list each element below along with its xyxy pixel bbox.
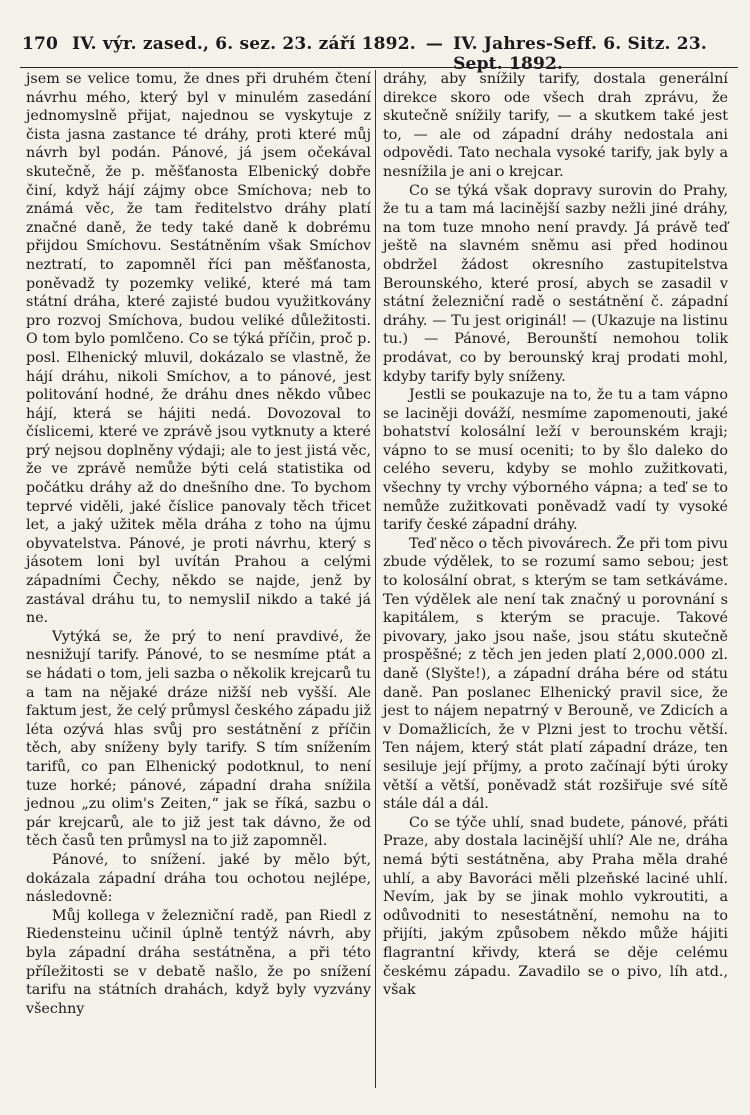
paragraph: Co se týká však dopravy surovin do Prahy, že tu a tam má lacinější sazby nežli jiné dráhy, na tom tuze mnoho není pravdy. Já právě teď ještě na slavném sněmu asi před hodinou obdržel žádost okresního zastupitelstva Berounského, které prosí, abych se zasadil v státní železniční radě o sestátnění č. západní dráhy. — Tu jest originál! — (Ukazuje na listinu tu.) — Pánové, Berounští nemohou tolik prodávat, co by berounský kraj prodati mohl, kdyby tarify byly sníženy. bbox=[383, 182, 728, 385]
header-german-title: IV. Jahres-Seff. 6. Sitz. 23. Sept. 1892. bbox=[453, 34, 707, 74]
paragraph: Teď něco o těch pivovárech. Že při tom pivu zbude výdělek, to se rozumí samo sebou; jest to kolosální obrat, s kterým se tam setkáváme. Ten výdělek ale není tak značný u porovnání s kapitálem, s kterým se pracuje. Takové pivovary, jako jsou naše, jsou státu skutečně prospěšné; z těch jen jeden platí 2,000.000 zl. daně (Slyšte!), a západní dráha bére od státu daně. Pan poslanec Elhenický pravil sice, že jest to nájem nepatrný v Berouně, ve Zdicích a v Domažlicích, že v Plzni jest to trochu větší. Ten nájem, který stát platí západní dráze, ten sesiluje její příjmy, a proto začínají býti úroky větší a větší, poněvadž stát rozšiřuje své sítě stále dál a dál. bbox=[383, 535, 728, 813]
header-separator: — bbox=[425, 34, 444, 54]
paragraph: jsem se velice tomu, že dnes při druhém čtení návrhu mého, který byl v minulém zasedání jednomyslně přijat, najednou se vyskytuje z čista jasna zastance té dráhy, proti které můj návrh byl podán. Pánové, já jsem očekával skutečně, že p. měšťanosta Elbenický dobře činí, když hájí zájmy obce Smíchova; neb to známá věc, že tam ředitelstvo dráhy platí značné daně, že tedy také daně k dobrému přijdou Smíchovu. Sestátněním však Smíchov neztratí, to zapomněl říci pan měšťanosta, poněvadž ty pozemky veliké, které má tam státní dráha, které zajisté budou využitkovány pro rozvoj Smíchova, budou veliké důležitosti. O tom bylo pomlčeno. Co se týká příčin, proč p. posl. Elhenický mluvil, dokázalo se vlastně, že hájí dráhu, nikoli Smíchov, a to pánové, jest politování hodné, že dráhu dnes někdo vůbec hájí, která se hájiti nedá. Dovozoval to číslicemi, které ve zprávě jsou vytknuty a které prý nejsou doplněny výdaji; ale to jest jistá věc, že ve zprávě nemůže býti celá statistika od počátku dráhy až do dnešního dne. To bychom teprvé viděli, jaké číslice panovaly těch třicet let, a jaký užitek měla dráha z toho na újmu obyvatelstva. Pánové, je proti návrhu, který s jásotem loni byl uvítán Prahou a celými západními Čechy, někdo se najde, jenž by zastával dráhu tu, to nemysliI nikdo a také já ne. bbox=[26, 71, 371, 627]
paragraph: Pánové, to snížení. jaké by mělo být, dokázala západní dráha tou ochotou nejlépe, následovně: bbox=[26, 851, 371, 906]
header-czech-title: IV. výr. zased., 6. sez. 23. září 1892. bbox=[72, 34, 416, 54]
paragraph: dráhy, aby snížily tarify, dostala generální direkce skoro ode všech drah zprávu, že skutečně snížily tarify, — a skutkem také jest to, — ale od západní dráhy nedostala ani odpovědi. Tato nechala vysoké tarify, jak byly a nesnížila je ani o krejcar. bbox=[383, 71, 728, 180]
left-column bbox=[26, 70, 371, 1018]
page-number: 170 bbox=[22, 34, 59, 54]
paragraph: Vytýká se, že prý to není pravdivé, že nesnižují tarify. Pánové, to se nesmíme ptát a se hádati o tom, jeli sazba o několik krejcarů tu a tam na nějaké dráze nižší neb vyšší. Ale faktum jest, že celý průmysl českého západu již léta ozývá hlas svůj pro sestátnění z příčin těch, aby sníženy byly tarify. S tím snížením tarifů, co pan Elhenický podotknul, to není tuze horké; pánové, západní draha snížila jednou „zu olim's Zeiten,“ jak se říká, sazbu o pár krejcarů, ale to již jest tak dávno, že od těch časů ten průmysl na to již zapomněl. bbox=[26, 628, 371, 850]
header-rule bbox=[20, 67, 738, 68]
column-divider bbox=[375, 70, 376, 1088]
running-header bbox=[22, 34, 738, 74]
paragraph: Jestli se poukazuje na to, že tu a tam vápno se laciněji dováží, nesmíme zapomenouti, jaké bohatství kolosální leží v berounském kraji; vápno to se musí oceniti; to by šlo daleko do celého severu, kdyby se mohlo zužitkovati, všechny ty vrchy výborného vápna; a teď se to nemůže zužitkovati poněvadž vadí ty vysoké tarify české západní dráhy. bbox=[383, 387, 728, 534]
paragraph: Co se týče uhlí, snad budete, pánové, přáti Praze, aby dostala lacinější uhlí? Ale ne, dráha nemá býti sestátněna, aby Praha měla drahé uhlí, a aby Bavoráci měli plzeňské laciné uhlí. Nevím, jak by se jinak mohlo vykroutiti, a odůvodniti to nesestátnění, nemohu na to přijíti, jakým způsobem někdo může hájiti flagrantní křivdy, která se děje celému českému západu. Zavadilo se o pivo, líh atd., však bbox=[383, 814, 728, 999]
paragraph: Můj kollega v železniční radě, pan Riedl z Riedensteinu učinil úplně tentýž návrh, aby byla západní dráha sestátněna, a při této příležitosti se v debatě našlo, že po snížení tarifu na státních drahách, když byly vyzvány všechny bbox=[26, 907, 371, 1017]
right-column bbox=[383, 70, 728, 1000]
